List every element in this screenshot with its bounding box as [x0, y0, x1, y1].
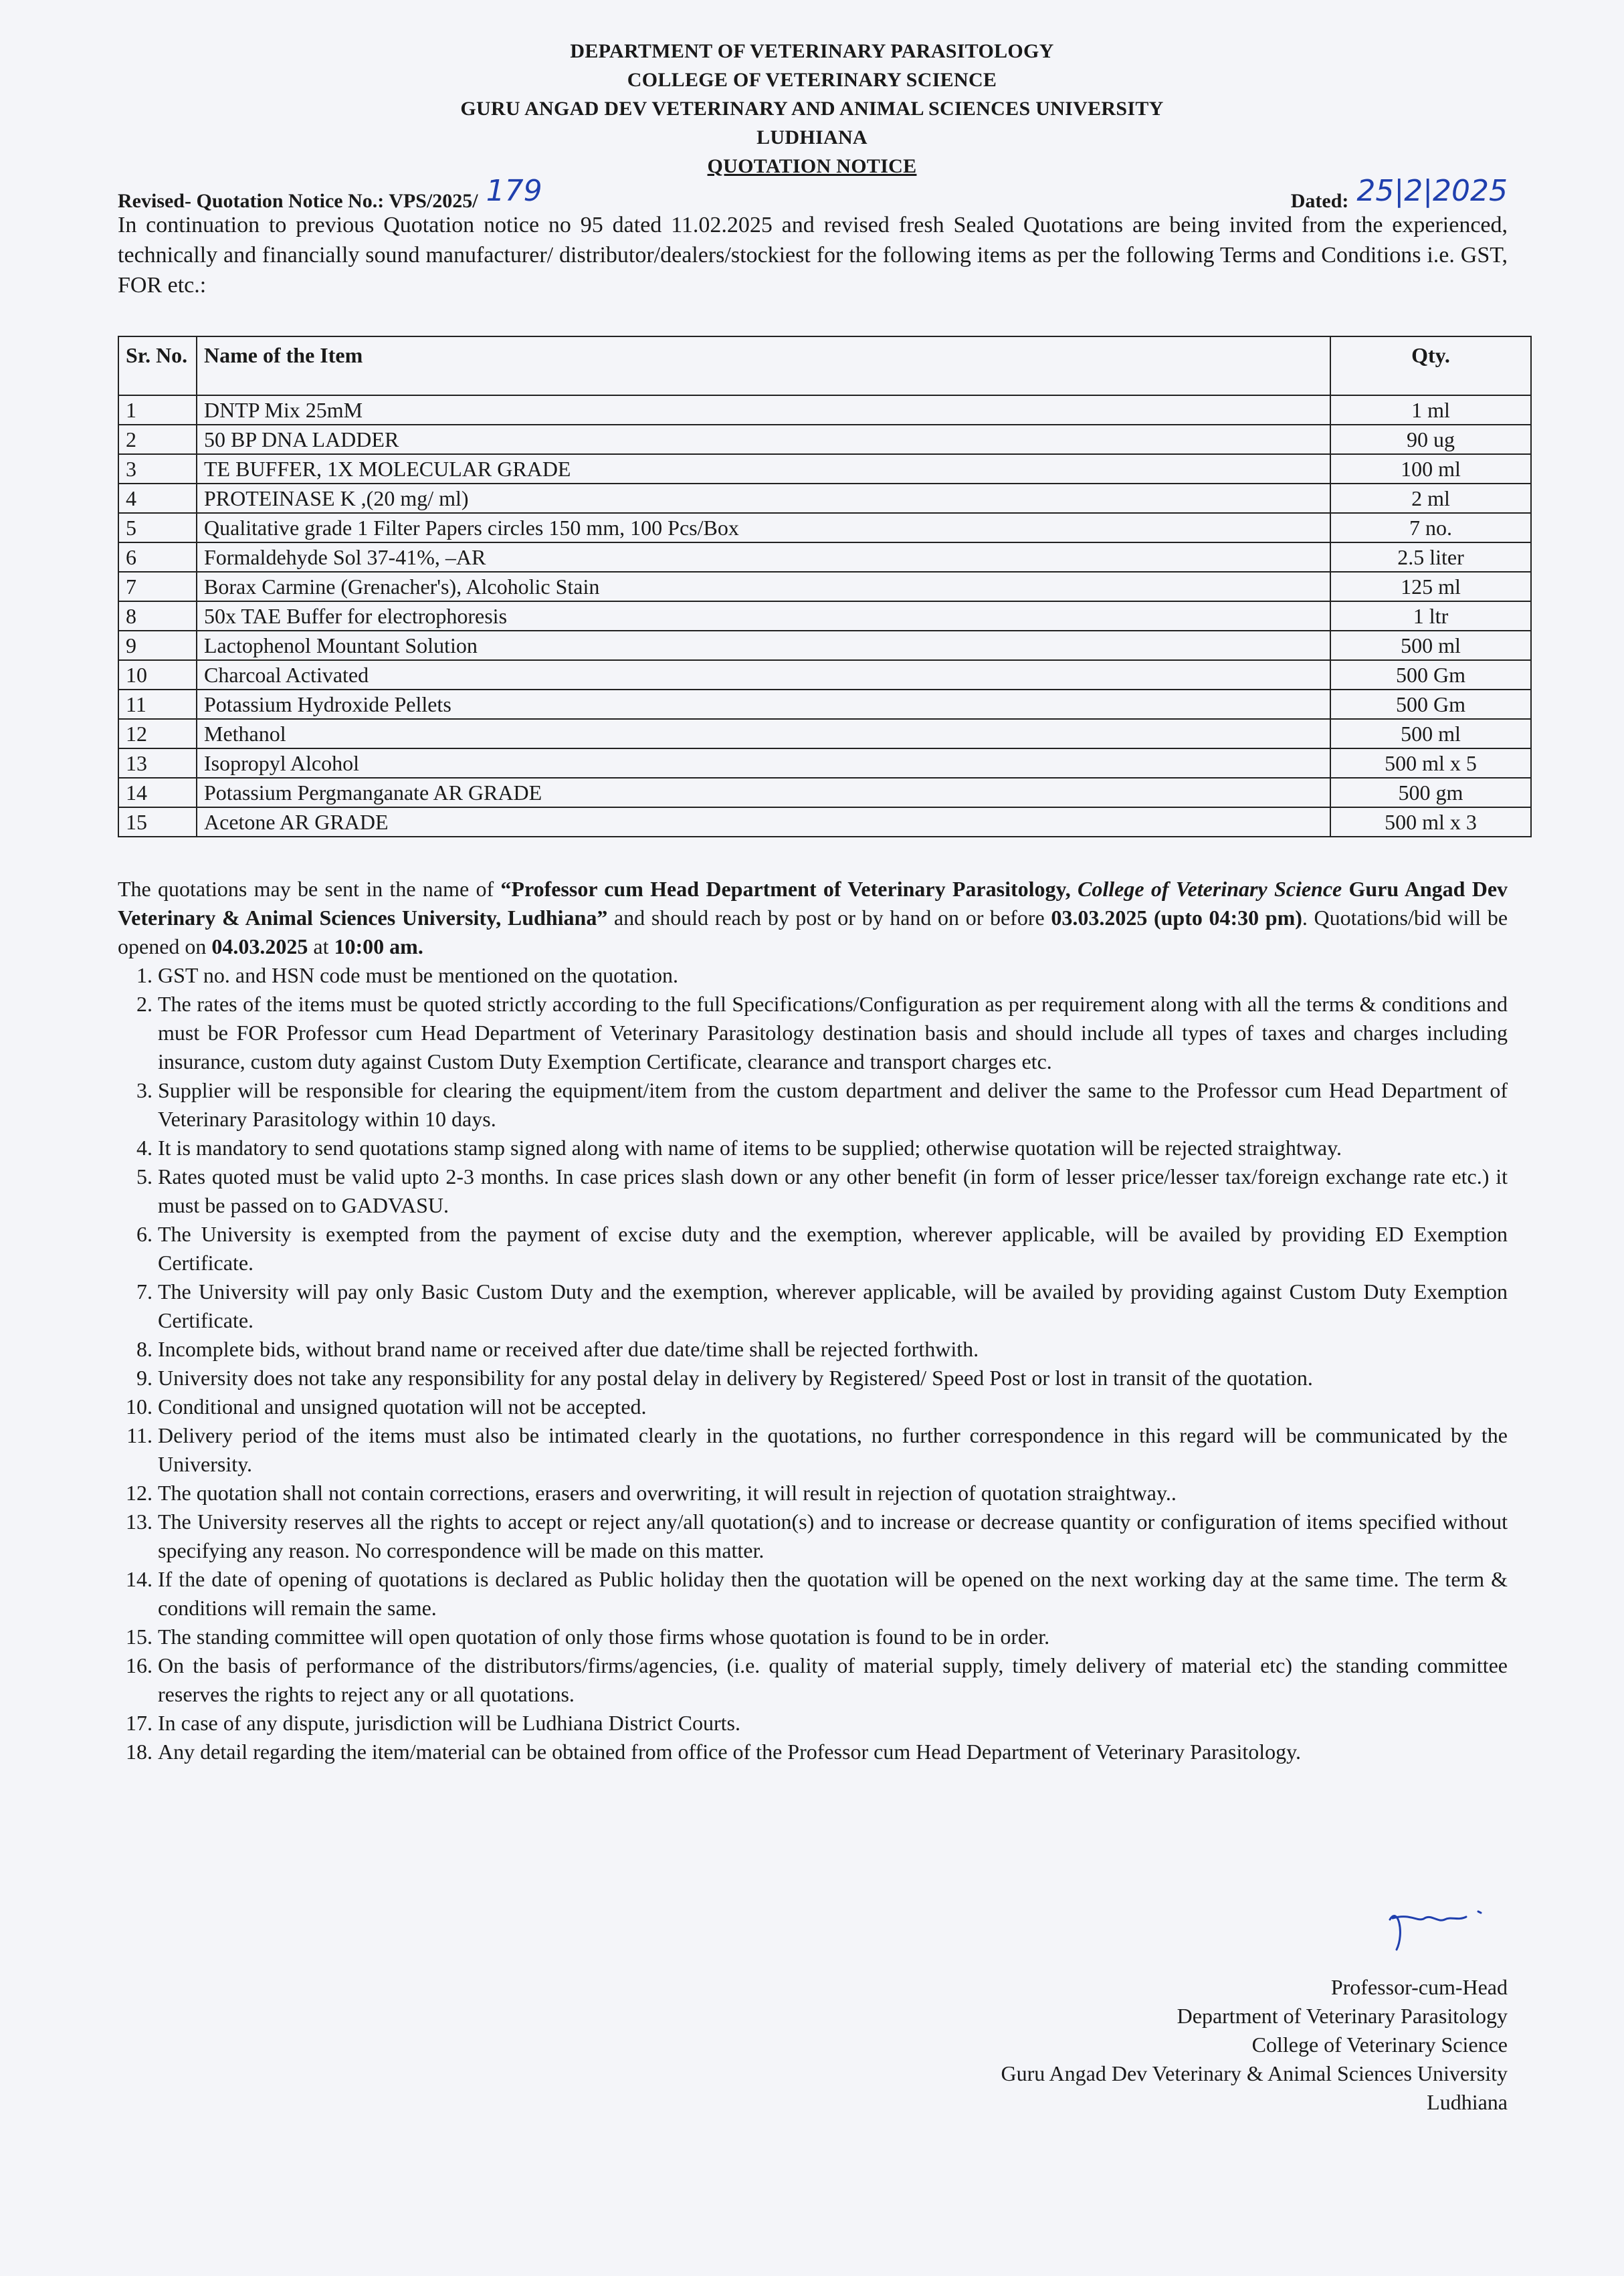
- handwritten-date: 25|2|2025: [1356, 174, 1508, 208]
- item-qty: 1 ml: [1330, 395, 1531, 425]
- table-row: [118, 513, 1531, 542]
- table-row: [118, 748, 1531, 778]
- item-qty: 500 gm: [1330, 778, 1531, 807]
- items-table: [118, 336, 1532, 837]
- item-name: Borax Carmine (Grenacher's), Alcoholic Stain: [197, 572, 1330, 601]
- item-sr-no: 9: [118, 631, 197, 660]
- item-sr-no: 12: [118, 719, 197, 748]
- item-sr-no: 4: [118, 484, 197, 513]
- table-header-row: [118, 336, 1531, 395]
- table-row: [118, 542, 1531, 572]
- term-item: 18. Any detail regarding the item/material can be obtained from office of the Professor cum Head Department of Veterinary Parasitology.: [158, 1738, 1508, 1766]
- item-name: 50 BP DNA LADDER: [197, 425, 1330, 454]
- addressee-college: College of Veterinary Science: [1078, 877, 1342, 901]
- term-item: 1. GST no. and HSN code must be mentioned on the quotation.: [158, 961, 1508, 990]
- item-qty: 2 ml: [1330, 484, 1531, 513]
- item-qty: 500 Gm: [1330, 690, 1531, 719]
- item-qty: 500 ml: [1330, 631, 1531, 660]
- term-item: 2. The rates of the items must be quoted strictly according to the full Specifications/Configuration as per requirement along with all the terms & conditions and must be FOR Professor cum Head Department of Veterinary Parasitology destination basis and should include all types of taxes and charges including insurance, custom duty against Custom Duty Exemption Certificate, clearance and transport charges etc.: [158, 990, 1508, 1076]
- term-item: 11. Delivery period of the items must also be intimated clearly in the quotations, no further correspondence in this regard will be communicated by the University.: [158, 1421, 1508, 1479]
- item-qty: 500 ml: [1330, 719, 1531, 748]
- table-row: [118, 601, 1531, 631]
- item-sr-no: 2: [118, 425, 197, 454]
- item-sr-no: 10: [118, 660, 197, 690]
- table-row: [118, 807, 1531, 837]
- instruction-text: and should reach by post or by hand on or before: [607, 906, 1051, 930]
- item-qty: 500 ml x 5: [1330, 748, 1531, 778]
- item-qty: 90 ug: [1330, 425, 1531, 454]
- term-item: 7. The University will pay only Basic Custom Duty and the exemption, wherever applicable, will be availed by providing against Custom Duty Exemption Certificate.: [158, 1277, 1508, 1335]
- submission-deadline: 03.03.2025 (upto 04:30 pm): [1051, 906, 1302, 930]
- intro-paragraph: In continuation to previous Quotation notice no 95 dated 11.02.2025 and revised fresh Sealed Quotations are being invited from the experienced, technically and financially sound manufacturer/ distributor/dealers/stockiest for the following items as per the following Terms and Conditions i.e. GST, FOR etc.:: [118, 213, 1508, 298]
- college-name: COLLEGE OF VETERINARY SCIENCE: [627, 69, 997, 91]
- terms-list: [118, 961, 1508, 1766]
- notice-number-label: Revised- Quotation Notice No.: VPS/2025/: [118, 190, 478, 212]
- item-name: PROTEINASE K ,(20 mg/ ml): [197, 484, 1330, 513]
- signature: [1378, 1893, 1498, 1960]
- item-name: Methanol: [197, 719, 1330, 748]
- item-name: Isopropyl Alcohol: [197, 748, 1330, 778]
- table-row: [118, 690, 1531, 719]
- opening-time: 10:00 am.: [334, 934, 423, 958]
- term-item: 4. It is mandatory to send quotations stamp signed along with name of items to be supplied; otherwise quotation will be rejected straightway.: [158, 1134, 1508, 1162]
- term-item: 3. Supplier will be responsible for clearing the equipment/item from the custom department and deliver the same to the Professor cum Head Department of Veterinary Parasitology within 10 days.: [158, 1076, 1508, 1134]
- item-sr-no: 6: [118, 542, 197, 572]
- instruction-text: at: [308, 934, 334, 958]
- submission-instructions: [118, 875, 1508, 961]
- letterhead: [0, 37, 1624, 181]
- item-qty: 100 ml: [1330, 454, 1531, 484]
- city-name: LUDHIANA: [756, 126, 868, 148]
- term-item: 5. Rates quoted must be valid upto 2-3 months. In case prices slash down or any other benefit (in form of lesser price/lesser tax/foreign exchange rate etc.) it must be passed on to GADVASU.: [158, 1162, 1508, 1220]
- item-sr-no: 11: [118, 690, 197, 719]
- date-label: Dated:: [1290, 190, 1349, 212]
- item-sr-no: 8: [118, 601, 197, 631]
- item-qty: 500 Gm: [1330, 660, 1531, 690]
- signatory-university: Guru Angad Dev Veterinary & Animal Sciences University: [1001, 2061, 1508, 2085]
- signatory-city: Ludhiana: [1427, 2090, 1508, 2114]
- item-name: Potassium Pergmanganate AR GRADE: [197, 778, 1330, 807]
- item-sr-no: 13: [118, 748, 197, 778]
- signatory-title: Professor-cum-Head: [1330, 1975, 1508, 1999]
- table-row: [118, 454, 1531, 484]
- table-body: [118, 395, 1531, 837]
- item-qty: 500 ml x 3: [1330, 807, 1531, 837]
- instruction-text: . Quotations/bid will be opened on: [118, 906, 1508, 958]
- term-item: 8. Incomplete bids, without brand name or received after due date/time shall be rejected forthwith.: [158, 1335, 1508, 1364]
- item-qty: 2.5 liter: [1330, 542, 1531, 572]
- item-sr-no: 5: [118, 513, 197, 542]
- department-name: DEPARTMENT OF VETERINARY PARASITOLOGY: [570, 40, 1054, 62]
- table-row: [118, 631, 1531, 660]
- item-sr-no: 1: [118, 395, 197, 425]
- addressee-name: “Professor cum Head Department of Veterinary Parasitology,: [500, 877, 1078, 901]
- header-qty: Qty.: [1330, 336, 1531, 395]
- table-row: [118, 778, 1531, 807]
- item-sr-no: 3: [118, 454, 197, 484]
- term-item: 15. The standing committee will open quotation of only those firms whose quotation is found to be in order.: [158, 1623, 1508, 1651]
- item-name: Formaldehyde Sol 37-41%, –AR: [197, 542, 1330, 572]
- header-item-name: Name of the Item: [197, 336, 1330, 395]
- term-item: 10. Conditional and unsigned quotation will not be accepted.: [158, 1392, 1508, 1421]
- notice-title: QUOTATION NOTICE: [707, 155, 917, 177]
- item-qty: 7 no.: [1330, 513, 1531, 542]
- item-qty: 125 ml: [1330, 572, 1531, 601]
- item-name: Lactophenol Mountant Solution: [197, 631, 1330, 660]
- signatory-department: Department of Veterinary Parasitology: [1177, 2004, 1508, 2028]
- term-item: 9. University does not take any responsibility for any postal delay in delivery by Registered/ Speed Post or lost in transit of the quotation.: [158, 1364, 1508, 1392]
- term-item: 12. The quotation shall not contain corrections, erasers and overwriting, it will result in rejection of quotation straightway..: [158, 1479, 1508, 1508]
- item-name: Qualitative grade 1 Filter Papers circles 150 mm, 100 Pcs/Box: [197, 513, 1330, 542]
- instruction-text: The quotations may be sent in the name of: [118, 877, 501, 901]
- table-row: [118, 484, 1531, 513]
- term-item: 6. The University is exempted from the payment of excise duty and the exemption, wherever applicable, will be availed by providing ED Exemption Certificate.: [158, 1220, 1508, 1277]
- opening-date: 04.03.2025: [211, 934, 308, 958]
- item-name: DNTP Mix 25mM: [197, 395, 1330, 425]
- item-name: Charcoal Activated: [197, 660, 1330, 690]
- item-sr-no: 7: [118, 572, 197, 601]
- addressee-university: Guru Angad Dev Veterinary & Animal Sciences University, Ludhiana”: [118, 877, 1508, 930]
- table-row: [118, 395, 1531, 425]
- item-name: Potassium Hydroxide Pellets: [197, 690, 1330, 719]
- item-name: TE BUFFER, 1X MOLECULAR GRADE: [197, 454, 1330, 484]
- signoff-block: [1001, 1973, 1508, 2117]
- handwritten-notice-number: 179: [486, 174, 542, 208]
- term-item: 16. On the basis of performance of the distributors/firms/agencies, (i.e. quality of material supply, timely delivery of material etc) the standing committee reserves the rights to reject any or all quotations.: [158, 1651, 1508, 1709]
- term-item: 13. The University reserves all the rights to accept or reject any/all quotation(s) and to increase or decrease quantity or configuration of items specified without specifying any reason. No correspondence will be made on this matter.: [158, 1508, 1508, 1565]
- table-row: [118, 660, 1531, 690]
- term-item: 14. If the date of opening of quotations is declared as Public holiday then the quotation will be opened on the next working day at the same time. The term & conditions will remain the same.: [158, 1565, 1508, 1623]
- item-name: Acetone AR GRADE: [197, 807, 1330, 837]
- terms-section: [118, 875, 1508, 1766]
- item-sr-no: 15: [118, 807, 197, 837]
- header-sr-no: Sr. No.: [118, 336, 197, 395]
- table-row: [118, 572, 1531, 601]
- reference-line: [118, 173, 1508, 212]
- item-name: 50x TAE Buffer for electrophoresis: [197, 601, 1330, 631]
- university-name: GURU ANGAD DEV VETERINARY AND ANIMAL SCIENCES UNIVERSITY: [460, 98, 1164, 120]
- table-row: [118, 425, 1531, 454]
- term-item: 17. In case of any dispute, jurisdiction will be Ludhiana District Courts.: [158, 1709, 1508, 1738]
- item-sr-no: 14: [118, 778, 197, 807]
- item-qty: 1 ltr: [1330, 601, 1531, 631]
- signatory-college: College of Veterinary Science: [1251, 2033, 1508, 2057]
- table-row: [118, 719, 1531, 748]
